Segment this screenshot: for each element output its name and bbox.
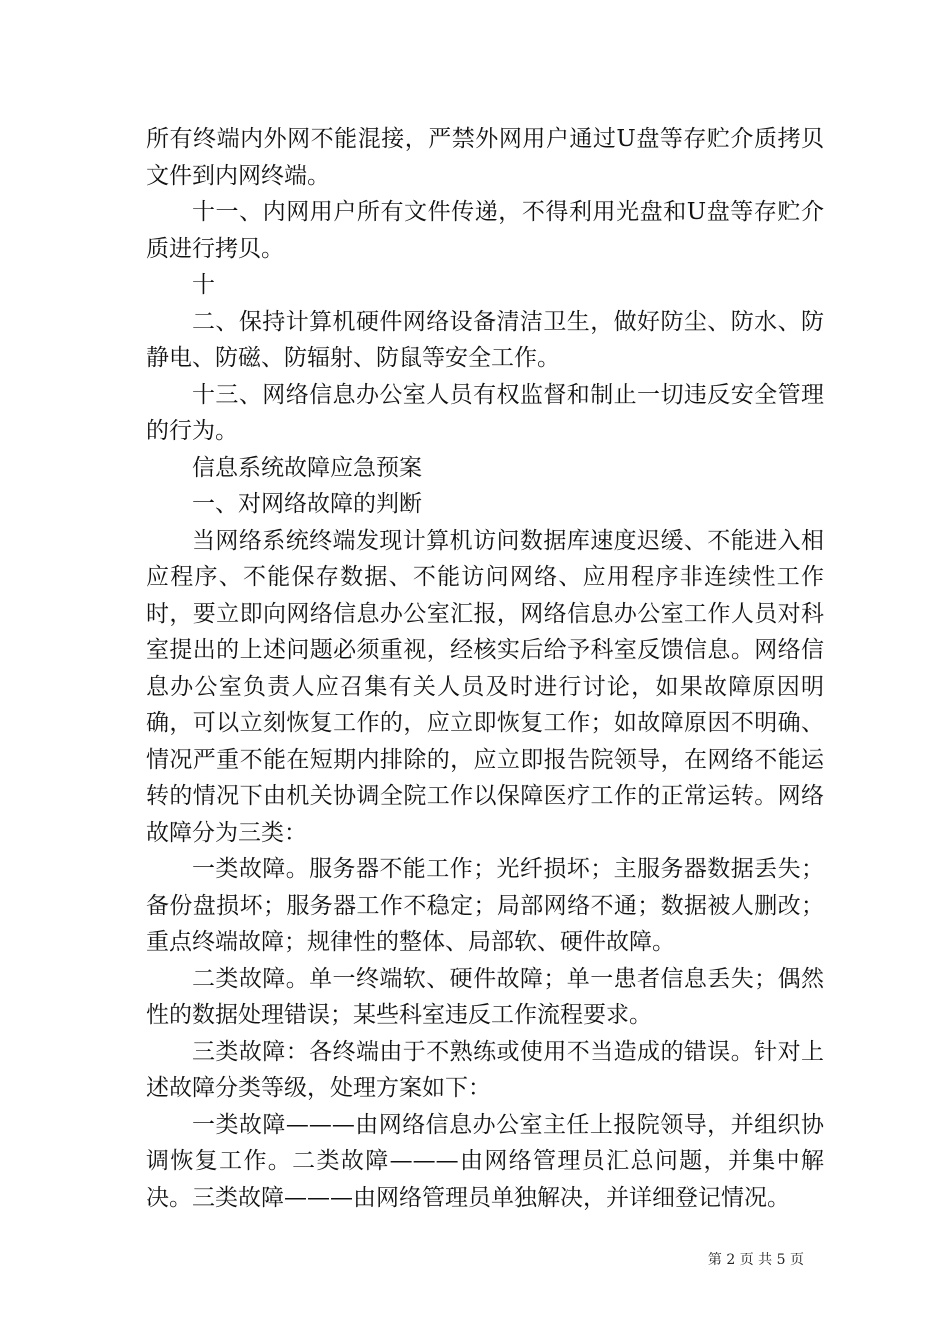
paragraph-4: 二、保持计算机硬件网络设备清洁卫生，做好防尘、防水、防静电、防磁、防辐射、防鼠等安全工作。 <box>146 308 824 371</box>
paragraph-11: 三类故障：各终端由于不熟练或使用不当造成的错误。针对上述故障分类等级，处理方案如下： <box>146 1038 824 1101</box>
paragraph-9: 一类故障。服务器不能工作；光纤损坏；主服务器数据丢失；备份盘损坏；服务器工作不稳定；局部网络不通；数据被人删改；重点终端故障；规律性的整体、局部软、硬件故障。 <box>146 856 824 955</box>
paragraph-10: 二类故障。单一终端软、硬件故障；单一患者信息丢失；偶然性的数据处理错误；某些科室违反工作流程要求。 <box>146 965 824 1028</box>
paragraph-2: 十一、内网用户所有文件传递，不得利用光盘和U盘等存贮介质进行拷贝。 <box>146 199 824 262</box>
paragraph-3: 十 <box>192 272 215 298</box>
section-heading-emergency-plan: 信息系统故障应急预案 <box>192 454 422 481</box>
paragraph-5: 十三、网络信息办公室人员有权监督和制止一切违反安全管理的行为。 <box>146 381 824 444</box>
paragraph-1: 所有终端内外网不能混接，严禁外网用户通过U盘等存贮介质拷贝文件到内网终端。 <box>146 126 824 189</box>
section-heading-fault-judgement: 一、对网络故障的判断 <box>192 491 422 517</box>
paragraph-12: 一类故障———由网络信息办公室主任上报院领导，并组织协调恢复工作。二类故障———由网络管理员汇总问题，并集中解决。三类故障———由网络管理员单独解决，并详细登记情况。 <box>146 1111 824 1211</box>
paragraph-8: 当网络系统终端发现计算机访问数据库速度迟缓、不能进入相应程序、不能保存数据、不能访问网络、应用程序非连续性工作时，要立即向网络信息办公室汇报，网络信息办公室工作人员对科室提出的上述问题必须重视，经核实后给予科室反馈信息。网络信息办公室负责人应召集有关人员及时进行讨论，如果故障原因明确，可以立刻恢复工作的，应立即恢复工作；如故障原因不明确、情况严重不能在短期内排除的，应立即报告院领导，在网络不能运转的情况下由机关协调全院工作以保障医疗工作的正常运转。网络故障分为三类： <box>146 527 824 846</box>
page-number-footer: 第 2 页 共 5 页 <box>707 1252 804 1268</box>
document-body <box>146 121 824 1216</box>
